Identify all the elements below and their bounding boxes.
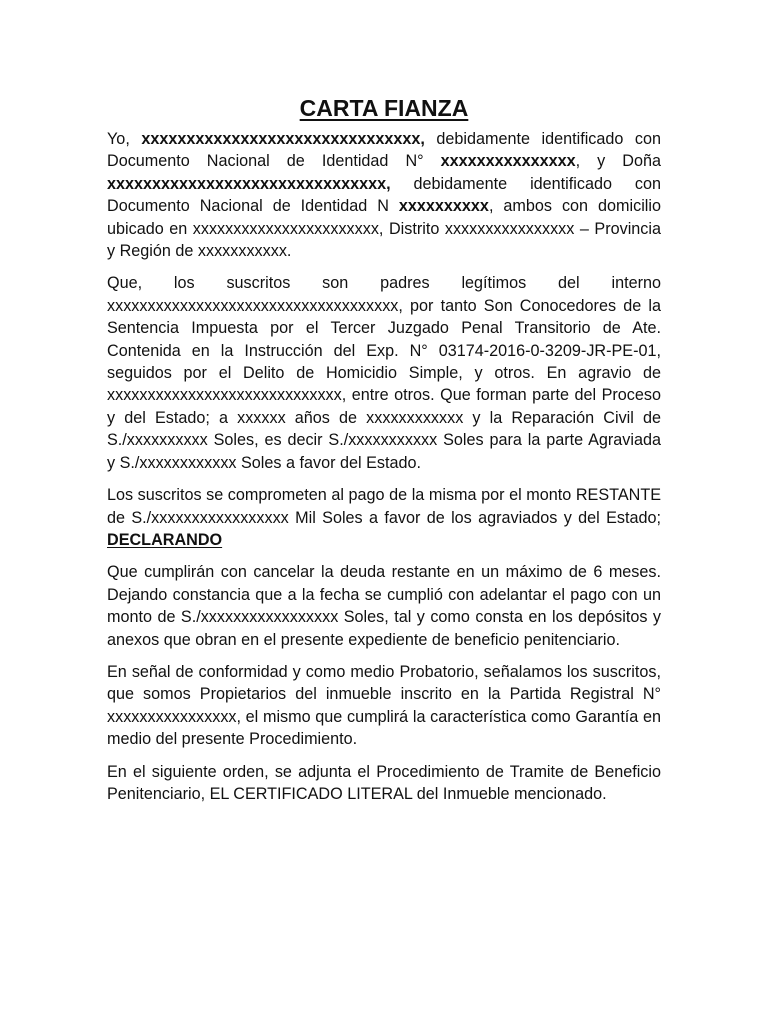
p1-dni-1: xxxxxxxxxxxxxxx [440, 152, 576, 171]
p1-text-5: , ambos con domicilio ubicado en xxxxxxxxxxxxxxxxxxxxxxx, Distrito xxxxxxxxxxxxxxxx – Provincia y Región de xxxxxxxxxxx. [107, 197, 661, 261]
p1-text-3: , y Doña [575, 152, 661, 171]
p1-text-4: debidamente identificado con Documento Nacional de Identidad N [107, 174, 661, 216]
paragraph-guarantee: En señal de conformidad y como medio Probatorio, señalamos los suscritos, que somos Propietarios del inmueble inscrito en la Partida Registral N° xxxxxxxxxxxxxxxx, el mismo que cumplirá la característica como Garantía en medio del presente Procedimiento. [107, 662, 661, 749]
paragraph-attachments: En el siguiente orden, se adjunta el Procedimiento de Tramite de Beneficio Penitenciario, EL CERTIFICADO LITERAL del Inmueble mencionado. [107, 762, 661, 803]
p3-declarando: DECLARANDO [107, 530, 223, 549]
p1-text-1: Yo, [107, 130, 142, 148]
document-page [107, 92, 661, 815]
paragraph-identification [107, 128, 661, 262]
paragraph-commitment [107, 484, 661, 551]
p1-dni-2: xxxxxxxxxx [398, 197, 489, 216]
document-title: CARTA FIANZA [299, 95, 469, 121]
paragraph-sentence: Que, los suscritos son padres legítimos del interno xxxxxxxxxxxxxxxxxxxxxxxxxxxxxxxxxxxx, por tanto Son Conocedores de la Sentencia Impuesta por el Tercer Juzgado Penal Transitorio de Ate. Contenida en la Instrucción del Exp. N° 03174-2016-0-3209-JR-PE-01, seguidos por el Delito de Homicidio Simple, y otros. En agravio de xxxxxxxxxxxxxxxxxxxxxxxxxxxxx, entre otros. Que forman parte del Proceso y del Estado; a xxxxxx años de xxxxxxxxxxxx y la Reparación Civil de S./xxxxxxxxxx Soles, es decir S./xxxxxxxxxxx Soles para la parte Agraviada y S./xxxxxxxxxxxx Soles a favor del Estado. [107, 274, 661, 472]
p1-name-1: xxxxxxxxxxxxxxxxxxxxxxxxxxxxxxx, [141, 130, 425, 148]
paragraph-payment: Que cumplirán con cancelar la deuda restante en un máximo de 6 meses. Dejando constancia que a la fecha se cumplió con adelantar el pago con un monto de S./xxxxxxxxxxxxxxxxx Soles, tal y como consta en los depósitos y anexos que obran en el presente expediente de beneficio penitenciario. [107, 563, 661, 649]
p1-text-2: debidamente identificado con Documento Nacional de Identidad N° [107, 130, 661, 171]
p3-text: Los suscritos se comprometen al pago de la misma por el monto RESTANTE de S./xxxxxxxxxxxxxxxxx Mil Soles a favor de los agraviados y del Estado; [107, 486, 661, 527]
p1-name-2: xxxxxxxxxxxxxxxxxxxxxxxxxxxxxxx, [107, 174, 391, 193]
